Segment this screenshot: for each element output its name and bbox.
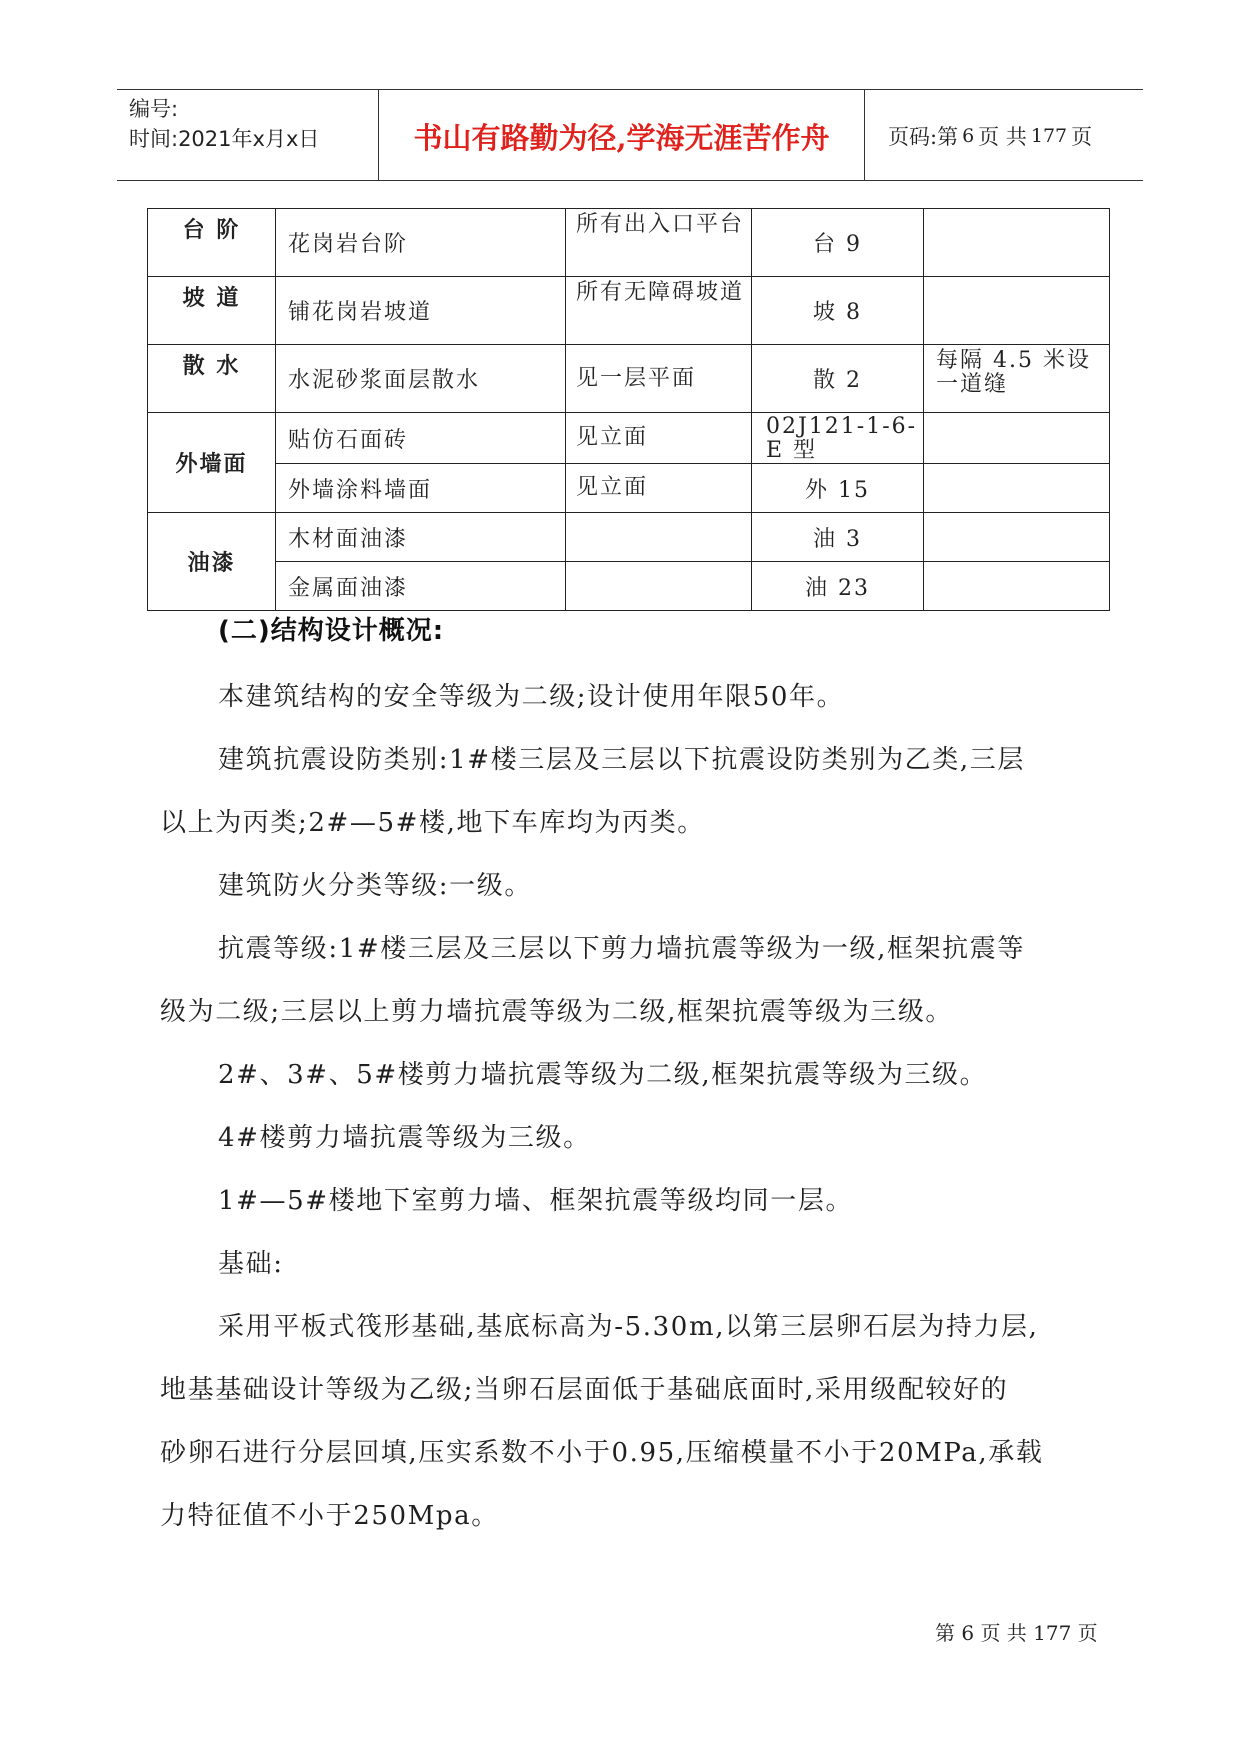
- body-paragraph: 采用平板式筏形基础,基底标高为-5.30m,以第三层卵石层为持力层,: [218, 1312, 1039, 1342]
- document-number-label: 编号:: [129, 97, 179, 121]
- table-category: 散 水: [148, 345, 276, 413]
- table-cell-name: 花岗岩台阶: [276, 209, 566, 277]
- table-category: 台 阶: [148, 209, 276, 277]
- page-number: 6: [962, 125, 975, 147]
- page-prefix: 页码:第: [888, 125, 959, 149]
- body-paragraph: 地基基础设计等级为乙级;当卵石层面低于基础底面时,采用级配较好的: [160, 1375, 1009, 1405]
- table-cell-reference: 外 15: [752, 464, 924, 513]
- table-category: 油漆: [148, 513, 276, 611]
- body-paragraph: 基础:: [218, 1249, 284, 1279]
- body-paragraph: 建筑防火分类等级:一级。: [218, 871, 532, 901]
- table-cell-reference: 02J121-1-6-E 型: [752, 413, 924, 464]
- body-paragraph: 力特征值不小于250Mpa。: [160, 1501, 499, 1531]
- body-paragraph: 4#楼剪力墙抗震等级为三级。: [218, 1123, 591, 1153]
- page-footer: 第 6 页 共 177 页: [935, 1621, 1098, 1645]
- body-paragraph: 抗震等级:1#楼三层及三层以下剪力墙抗震等级为一级,框架抗震等: [218, 934, 1025, 964]
- table-cell-name: 木材面油漆: [276, 513, 566, 562]
- table-cell-reference: 散 2: [752, 345, 924, 413]
- table-row: [148, 464, 1110, 513]
- document-time: 时间:2021年x月x日: [129, 127, 320, 151]
- body-paragraph: 以上为丙类;2#—5#楼,地下车库均为丙类。: [160, 808, 705, 838]
- table-cell-reference: 台 9: [752, 209, 924, 277]
- table-cell-reference: 坡 8: [752, 277, 924, 345]
- table-cell-location: 所有出入口平台: [566, 209, 752, 277]
- table-cell-reference: 油 3: [752, 513, 924, 562]
- table-cell-location: 见立面: [566, 464, 752, 513]
- table-cell-name: 贴仿石面砖: [276, 413, 566, 464]
- page-suffix: 页: [1071, 125, 1093, 149]
- header-divider: [864, 90, 865, 180]
- table-cell-note: [924, 209, 1110, 277]
- table-category: 外墙面: [148, 413, 276, 513]
- page-mid: 页 共: [978, 125, 1027, 149]
- table-row: [148, 562, 1110, 611]
- table-row: [148, 413, 1110, 464]
- table-cell-location: [566, 513, 752, 562]
- table-cell-note: [924, 464, 1110, 513]
- table-row: [148, 277, 1110, 345]
- table-cell-reference: 油 23: [752, 562, 924, 611]
- table-cell-name: 水泥砂浆面层散水: [276, 345, 566, 413]
- table-cell-note: 每隔 4.5 米设一道缝: [924, 345, 1110, 413]
- table-row: [148, 209, 1110, 277]
- page-total: 177: [1030, 125, 1068, 147]
- table-cell-location: 见一层平面: [566, 345, 752, 413]
- page-header: [117, 89, 1143, 181]
- header-meta: [129, 94, 379, 154]
- header-motto: 书山有路勤为径,学海无涯苦作舟: [413, 120, 830, 155]
- body-paragraph: 砂卵石进行分层回填,压实系数不小于0.95,压缩模量不小于20MPa,承载: [160, 1438, 1044, 1468]
- table-cell-name: 铺花岗岩坡道: [276, 277, 566, 345]
- table-cell-location: 所有无障碍坡道: [566, 277, 752, 345]
- table-cell-location: [566, 562, 752, 611]
- table-cell-note: [924, 413, 1110, 464]
- table-cell-note: [924, 562, 1110, 611]
- body-paragraph: 级为二级;三层以上剪力墙抗震等级为二级,框架抗震等级为三级。: [160, 997, 954, 1027]
- table-cell-note: [924, 277, 1110, 345]
- section-title: (二)结构设计概况:: [218, 616, 445, 646]
- table-row: [148, 345, 1110, 413]
- table-cell-note: [924, 513, 1110, 562]
- header-page-info: [876, 90, 1142, 182]
- table-cell-location: 见立面: [566, 413, 752, 464]
- table-cell-name: 外墙涂料墙面: [276, 464, 566, 513]
- body-paragraph: 本建筑结构的安全等级为二级;设计使用年限50年。: [218, 682, 845, 712]
- body-paragraph: 2#、3#、5#楼剪力墙抗震等级为二级,框架抗震等级为三级。: [218, 1060, 988, 1090]
- finishing-spec-table: [147, 208, 1110, 611]
- table-category: 坡 道: [148, 277, 276, 345]
- body-paragraph: 建筑抗震设防类别:1#楼三层及三层以下抗震设防类别为乙类,三层: [218, 745, 1025, 775]
- table-row: [148, 513, 1110, 562]
- table-cell-name: 金属面油漆: [276, 562, 566, 611]
- body-paragraph: 1#—5#楼地下室剪力墙、框架抗震等级均同一层。: [218, 1186, 854, 1216]
